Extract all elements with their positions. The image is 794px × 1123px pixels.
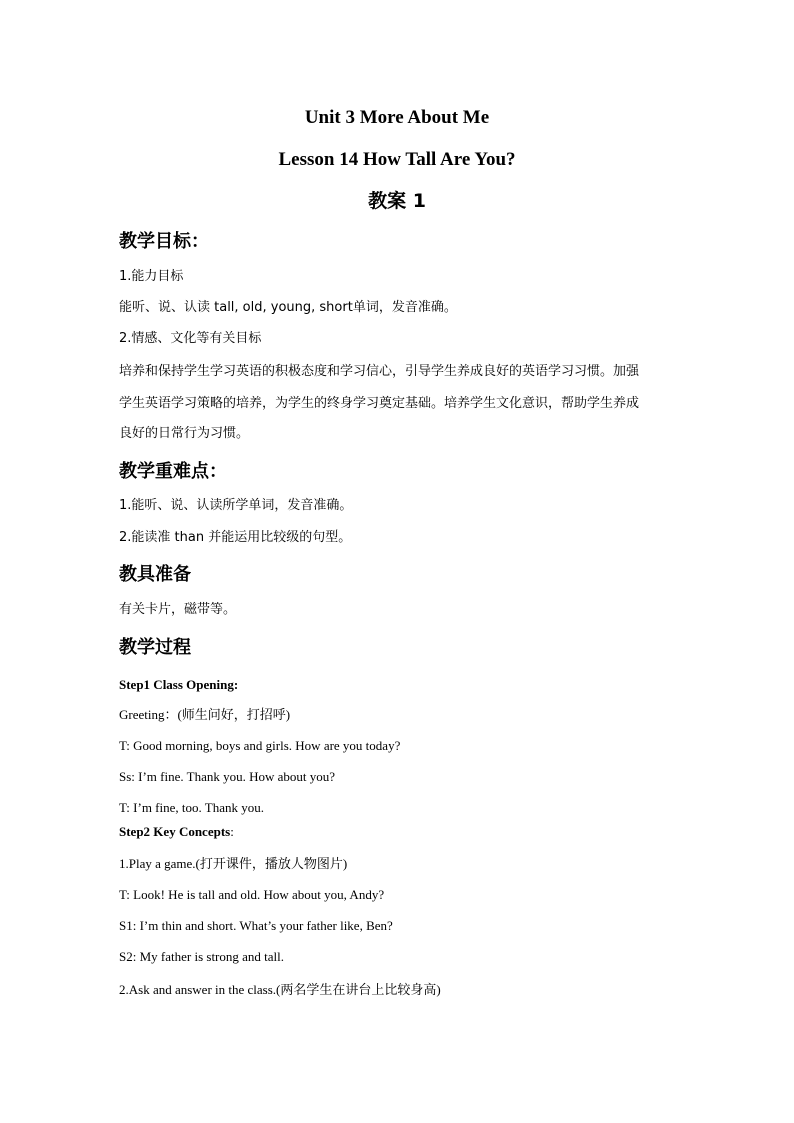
step2-title-row — [119, 823, 679, 841]
step1-line: T: I’m fine, too. Thank you. — [119, 800, 264, 815]
objective-2-line-2: 学生英语学习策略的培养，为学生的终身学习奠定基础。培养学生文化意识，帮助学生养成 — [119, 396, 640, 411]
key-points-heading: 教学重难点： — [119, 461, 227, 482]
step1-title: Step1 Class Opening: — [119, 677, 239, 692]
plan-title: 教案 1 — [368, 190, 426, 212]
step1-line: T: Good morning, boys and girls. How are you today? — [119, 738, 401, 753]
step2-line: T: Look! He is tall and old. How about you, Andy? — [119, 887, 385, 902]
unit-title: Unit 3 More About Me — [304, 107, 490, 128]
step1-line: Ss: I’m fine. Thank you. How about you? — [119, 769, 336, 784]
step2-line: 1.Play a game.(打开课件，播放人物图片) — [119, 856, 348, 871]
objective-2-line-3: 良好的日常行为习惯。 — [119, 426, 250, 441]
objective-1-title: 1.能力目标 — [119, 269, 184, 284]
materials-heading: 教具准备 — [119, 564, 191, 585]
step2-line: 2.Ask and answer in the class.(两名学生在讲台上比较身高) — [119, 982, 441, 997]
process-heading: 教学过程 — [119, 637, 191, 658]
lesson-title: Lesson 14 How Tall Are You? — [278, 149, 516, 170]
step1-line: Greeting：(师生问好，打招呼) — [119, 707, 291, 722]
key-point-2: 2.能读准 than 并能运用比较级的句型。 — [119, 530, 352, 545]
objective-2-title: 2.情感、文化等有关目标 — [119, 331, 262, 346]
step2-line: S1: I’m thin and short. What’s your father like, Ben? — [119, 918, 393, 933]
objective-1-text: 能听、说、认读 tall, old, young, short单词，发音准确。 — [119, 300, 457, 315]
materials-text: 有关卡片，磁带等。 — [119, 602, 237, 617]
key-point-1: 1.能听、说、认读所学单词，发音准确。 — [119, 498, 353, 513]
step2-colon: : — [230, 824, 234, 839]
step2-line: S2: My father is strong and tall. — [119, 949, 285, 964]
objective-2-line-1: 培养和保持学生学习英语的积极态度和学习信心，引导学生养成良好的英语学习习惯。加强 — [119, 364, 640, 379]
objectives-heading: 教学目标： — [119, 231, 209, 252]
step2-title: Step2 Key Concepts — [119, 824, 231, 839]
